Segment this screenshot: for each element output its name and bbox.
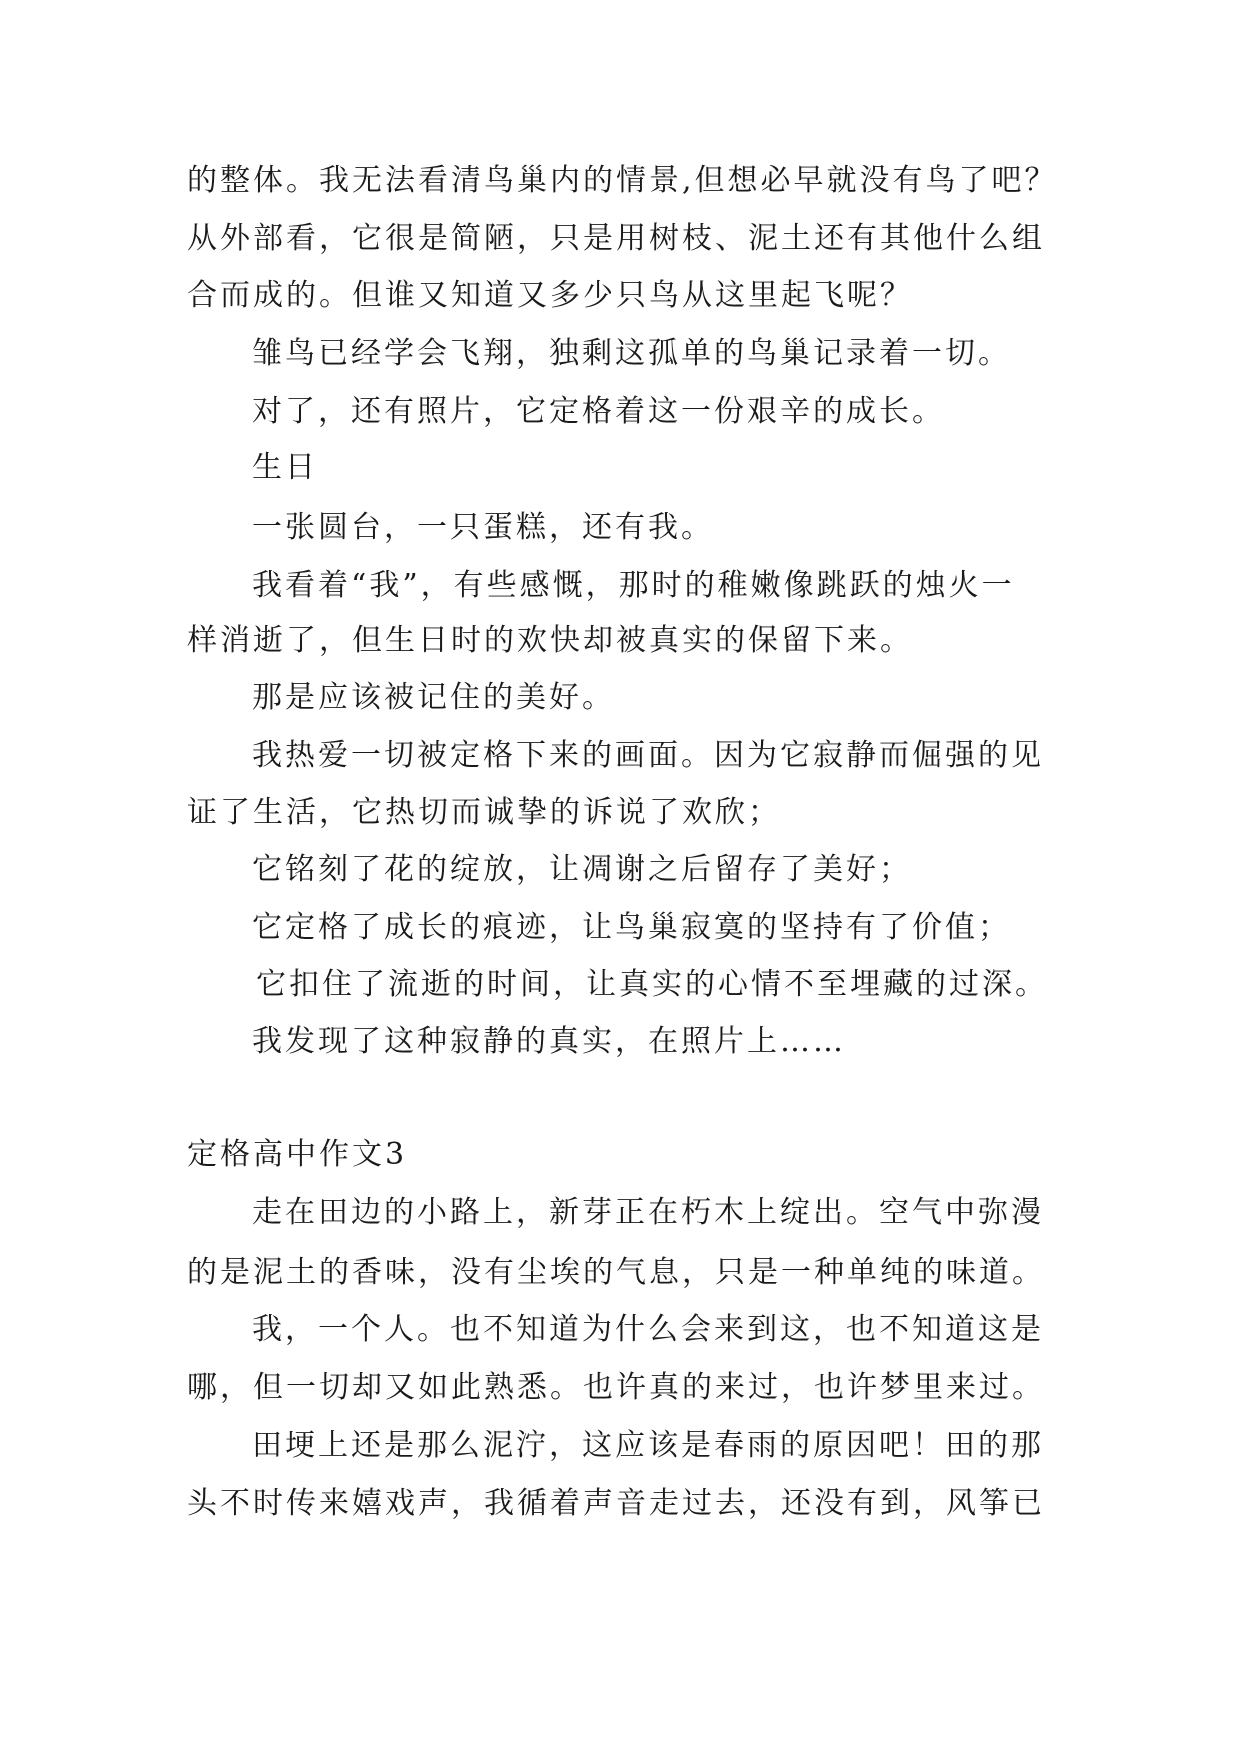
text-line: 雏鸟已经学会飞翔，独剩这孤单的鸟巢记录着一切。	[252, 336, 1011, 371]
text-line: 它扣住了流逝的时间，让真实的心情不至埋藏的过深。	[256, 967, 1048, 1002]
text-line: 那是应该被记住的美好。	[252, 680, 615, 715]
text-line: 的是泥土的香味，没有尘埃的气息，只是一种单纯的味道。	[187, 1255, 1045, 1290]
text-line: 一张圆台，一只蛋糕，还有我。	[252, 510, 714, 545]
text-line: 样消逝了，但生日时的欢快却被真实的保留下来。	[187, 623, 913, 658]
text-line: 对了，还有照片，它定格着这一份艰辛的成长。	[252, 394, 945, 429]
text-line: 我看着“我”，有些感慨，那时的稚嫩像跳跃的烛火一	[252, 568, 1015, 603]
text-line: 我热爱一切被定格下来的画面。因为它寂静而倔强的见	[252, 738, 1044, 773]
text-line: 哪，但一切却又如此熟悉。也许真的来过，也许梦里来过。	[187, 1370, 1045, 1405]
text-line: 它铭刻了花的绽放，让凋谢之后留存了美好；	[252, 852, 912, 887]
section-title: 定格高中作文3	[187, 1137, 408, 1172]
text-line: 田埂上还是那么泥泞，这应该是春雨的原因吧！田的那	[252, 1428, 1044, 1463]
text-line: 头不时传来嬉戏声，我循着声音走过去，还没有到，风筝已	[187, 1486, 1045, 1521]
text-line: 我，一个人。也不知道为什么会来到这，也不知道这是	[252, 1312, 1044, 1347]
text-line: 的整体。我无法看清鸟巢内的情景,但想必早就没有鸟了吧？	[187, 163, 1058, 198]
text-line: 它定格了成长的痕迹，让鸟巢寂寞的坚持有了价值；	[252, 910, 1011, 945]
text-line: 我发现了这种寂静的真实，在照片上……	[252, 1024, 846, 1059]
text-line: 从外部看，它很是简陋，只是用树枝、泥土还有其他什么组	[187, 221, 1045, 256]
text-line: 合而成的。但谁又知道又多少只鸟从这里起飞呢？	[187, 278, 913, 313]
text-line: 走在田边的小路上，新芽正在朽木上绽出。空气中弥漫	[252, 1195, 1044, 1230]
text-line: 生日	[252, 450, 318, 485]
text-line: 证了生活，它热切而诚挚的诉说了欢欣；	[187, 795, 781, 830]
